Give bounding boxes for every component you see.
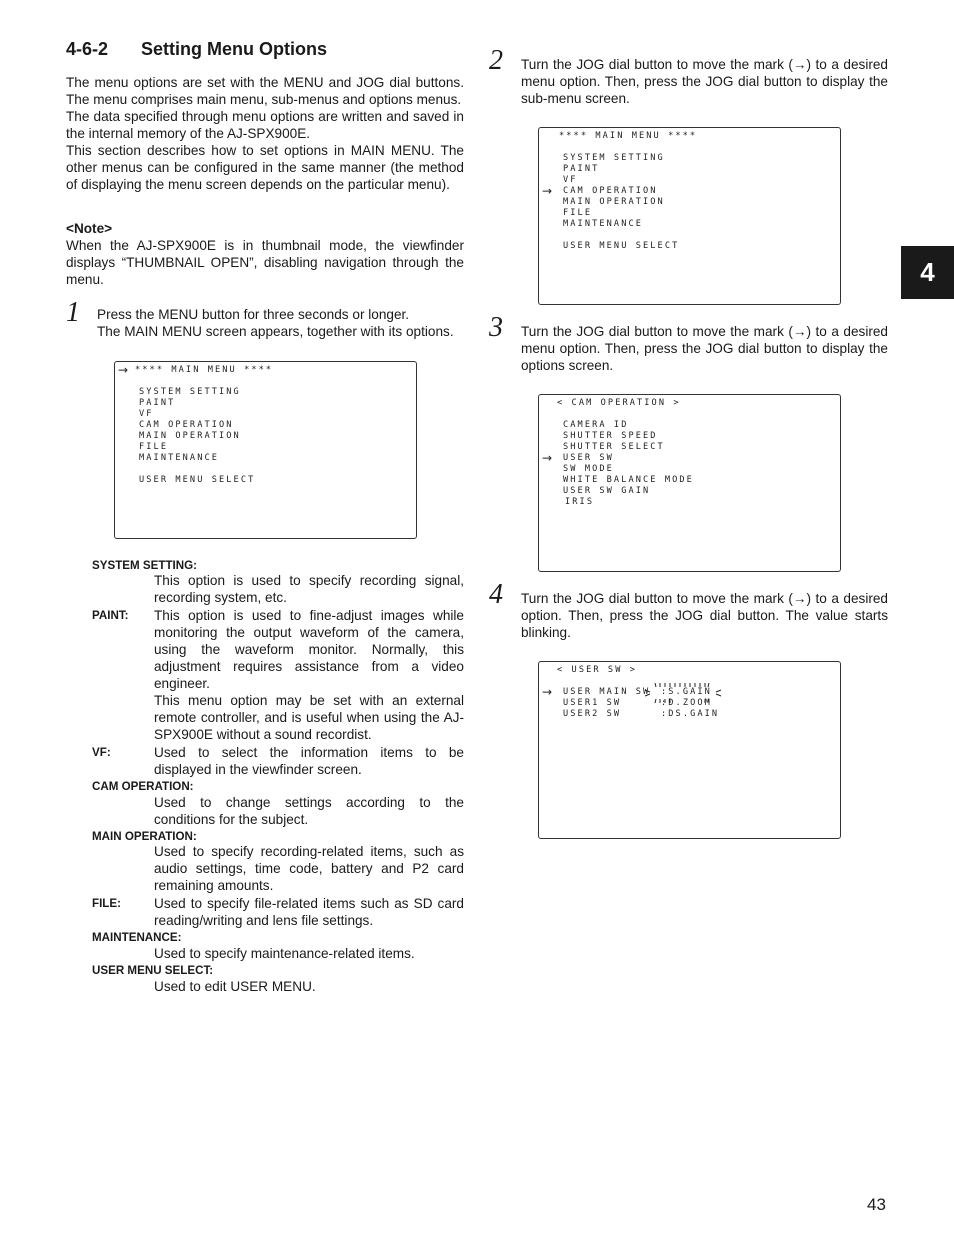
menu-line: PAINT [563,164,600,174]
menu-line: SHUTTER SPEED [563,431,658,441]
definition-term: MAINTENANCE: [92,931,182,944]
selection-arrow-icon: → [542,451,553,465]
step-number: 2 [489,45,503,76]
selection-arrow-icon: → [542,685,553,699]
menu-line: MAIN OPERATION [563,197,665,207]
definition-term: FILE: [92,897,121,910]
definition-term: USER MENU SELECT: [92,964,214,977]
screen-title: **** MAIN MENU **** [135,365,274,375]
menu-line: MAIN OPERATION [139,431,241,441]
menu-line: FILE [563,208,593,218]
step-number: 4 [489,579,503,610]
menu-line: CAM OPERATION [139,420,234,430]
section-title: Setting Menu Options [141,39,327,59]
definition-desc: Used to specify file-related items such as SD card reading/writing and lens file settings. [154,896,464,928]
menu-screen-cam-operation [538,394,841,572]
step-instruction: Turn the JOG dial button to move the mark (→) to a desired menu option. Then, press the JOG dial button to display the options screen. [521,324,888,373]
menu-line: SHUTTER SELECT [563,442,665,452]
option-value: :D.ZOOM [661,698,712,708]
intro-paragraph: The menu options are set with the MENU and JOG dial buttons. The menu comprises main menu, sub-menus and options menus. [66,75,464,107]
selection-arrow-icon: → [118,363,129,377]
menu-line: CAMERA ID [563,420,629,430]
menu-line: WHITE BALANCE MODE [563,475,694,485]
definition-term: MAIN OPERATION: [92,830,197,843]
screen-title: < USER SW > [557,665,638,675]
section-heading [66,38,327,60]
menu-line: VF [563,175,578,185]
definition-term: VF: [92,746,111,759]
menu-line: USER SW GAIN [563,486,651,496]
step-instruction: The MAIN MENU screen appears, together with its options. [97,324,454,339]
selection-arrow-icon: → [542,184,553,198]
note-text: When the AJ-SPX900E is in thumbnail mode, the viewfinder displays “THUMBNAIL OPEN”, disabling navigation through the menu. [66,238,464,287]
menu-screen-main-2 [538,127,841,305]
screen-title: < CAM OPERATION > [557,398,681,408]
menu-line: IRIS [565,497,595,507]
definition-desc: Used to specify maintenance-related items. [154,946,415,961]
menu-line: USER MENU SELECT [563,241,680,251]
option-label: USER MAIN SW [563,687,651,697]
page-number: 43 [867,1195,886,1214]
step-instruction: Press the MENU button for three seconds or longer. [97,307,410,322]
step-1-text [97,306,467,340]
menu-screen-user-sw [538,661,841,839]
option-value-blinking: :S.GAIN [661,687,712,697]
definition-desc: This menu option may be set with an external remote controller, and is useful when using the AJ-SPX900E without a sound recordist. [154,693,464,742]
chapter-tab: 4 [901,246,954,299]
definition-term: CAM OPERATION: [92,780,194,793]
menu-line: MAINTENANCE [563,219,644,229]
definition-desc: Used to edit USER MENU. [154,979,316,994]
definition-desc: Used to specify recording-related items, such as audio settings, time code, battery and P2 card remaining amounts. [154,844,464,893]
option-label: USER2 SW [563,709,622,719]
intro-block [66,74,464,193]
option-label: USER1 SW [563,698,622,708]
intro-paragraph: This section describes how to set options in MAIN MENU. The other menus can be configured in the same manner (the method of displaying the menu screen depends on the particular menu). [66,143,464,192]
menu-screen-main-1 [114,361,417,539]
step-instruction: Turn the JOG dial button to move the mark (→) to a desired menu option. Then, press the JOG dial button to display the sub-menu screen. [521,57,888,106]
screen-title: **** MAIN MENU **** [559,131,698,141]
intro-paragraph: The data specified through menu options are written and saved in the internal memory of the AJ-SPX900E. [66,109,464,141]
definition-desc: This option is used to fine-adjust images while monitoring the output waveform of the camera, using the waveform monitor. Normally, this adjustment requires assistance from a video engineer. [154,608,464,691]
menu-line: SW MODE [563,464,614,474]
menu-line: USER MENU SELECT [139,475,256,485]
note-block [66,220,464,288]
menu-line: VF [139,409,154,419]
menu-line: SYSTEM SETTING [139,387,241,397]
option-value: :DS.GAIN [661,709,720,719]
step-number: 3 [489,312,503,343]
definition-desc: This option is used to specify recording signal, recording system, etc. [154,573,464,605]
note-title: <Note> [66,221,113,236]
definition-term: PAINT: [92,609,129,622]
step-instruction: Turn the JOG dial button to move the mark (→) to a desired option. Then, press the JOG dial button. The value starts blinking. [521,591,888,640]
menu-line: MAINTENANCE [139,453,220,463]
menu-line: SYSTEM SETTING [563,153,665,163]
menu-line: PAINT [139,398,176,408]
definition-desc: Used to change settings according to the conditions for the subject. [154,795,464,827]
menu-line: CAM OPERATION [563,186,658,196]
menu-line: FILE [139,442,169,452]
step-number: 1 [66,297,80,328]
menu-line: USER SW [563,453,614,463]
definition-term: SYSTEM SETTING: [92,559,197,572]
section-number: 4-6-2 [66,39,109,59]
definition-desc: Used to select the information items to be displayed in the viewfinder screen. [154,745,464,777]
